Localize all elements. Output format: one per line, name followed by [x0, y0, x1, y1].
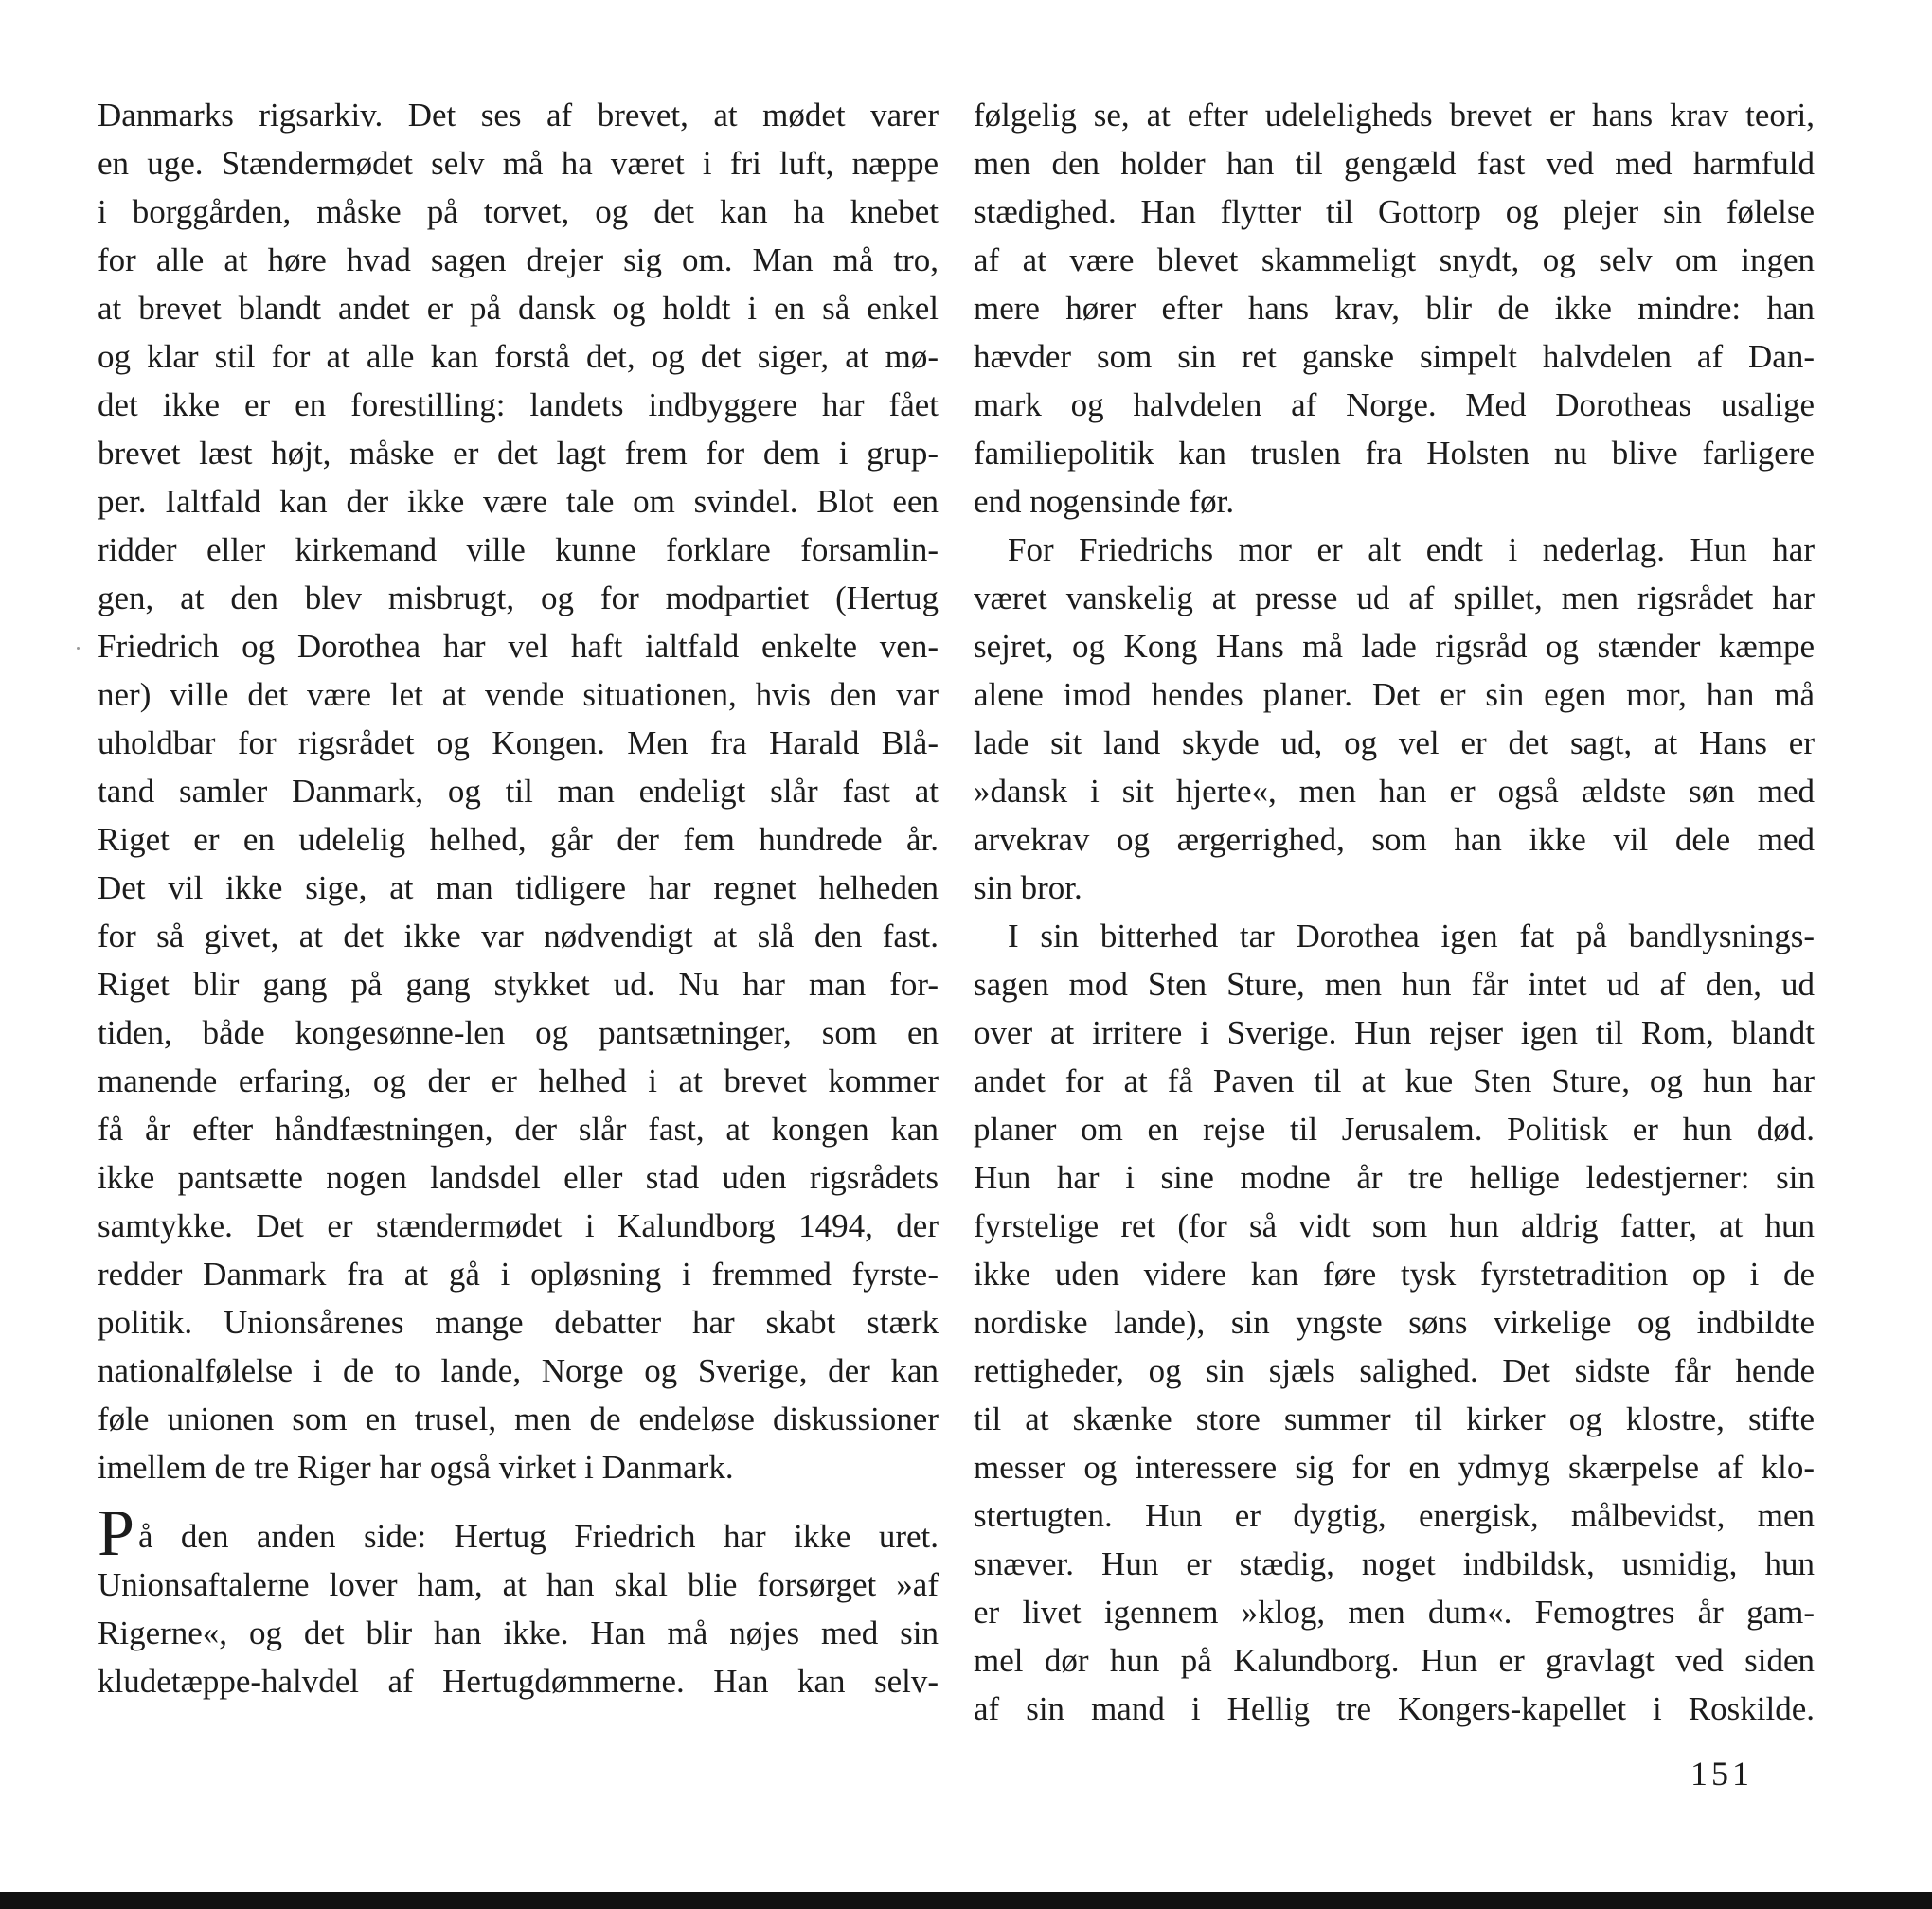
text-line: følgelig se, at efter udeleligheds brevet er hans krav teori, — [974, 97, 1815, 134]
text-line: nationalfølelse i de to lande, Norge og Sverige, der kan — [98, 1352, 939, 1389]
text-line: sagen mod Sten Sture, men hun får intet ud af den, ud — [974, 966, 1815, 1003]
text-line: at brevet blandt andet er på dansk og holdt i en så enkel — [98, 290, 939, 327]
text-line: fyrstelige ret (for så vidt som hun aldrig fatter, at hun — [974, 1207, 1815, 1244]
text-line: været vanskelig at presse ud af spillet, men rigsrådet har — [974, 580, 1815, 616]
text-line: mere hører efter hans krav, blir de ikke mindre: han — [974, 290, 1815, 327]
text-line: ner) ville det være let at vende situationen, hvis den var — [98, 676, 939, 713]
text-line: Hun har i sine modne år tre hellige ledestjerner: sin — [974, 1159, 1815, 1196]
page-number: 151 — [1690, 1755, 1753, 1793]
drop-initial: P — [98, 1512, 134, 1561]
text-line: og klar stil for at alle kan forstå det, og det siger, at mø- — [98, 338, 939, 375]
text-line: Unionsaftalerne lover ham, at han skal blie forsørget »af — [98, 1566, 939, 1603]
text-line: ikke uden videre kan føre tysk fyrstetradition op i de — [974, 1256, 1815, 1293]
text-line: Friedrich og Dorothea har vel haft ialtfald enkelte ven- — [98, 628, 939, 665]
text-line: men den holder han til gengæld fast ved med harmfuld — [974, 145, 1815, 182]
section-gap — [98, 1491, 939, 1512]
text-line: sin bror. — [974, 869, 1082, 906]
text-line: føle unionen som en trusel, men de endeløse diskussioner — [98, 1401, 939, 1437]
text-line: alene imod hendes planer. Det er sin egen mor, han må — [974, 676, 1815, 713]
text-line: familiepolitik kan truslen fra Holsten nu blive farligere — [974, 435, 1815, 472]
text-line: end nogensinde før. — [974, 483, 1235, 520]
text-line: I sin bitterhed tar Dorothea igen fat på bandlysnings- — [1008, 918, 1815, 954]
section-first-line — [98, 1512, 939, 1561]
text-line: nordiske lande), sin yngste søns virkelige og indbildte — [974, 1304, 1815, 1341]
text-line: for alle at høre hvad sagen drejer sig om. Man må tro, — [98, 241, 939, 278]
text-line: Rigerne«, og det blir han ikke. Han må nøjes med sin — [98, 1615, 939, 1651]
text-line: Riget er en udelelig helhed, går der fem hundrede år. — [98, 821, 939, 858]
text-line: Riget blir gang på gang stykket ud. Nu har man for- — [98, 966, 939, 1003]
text-line: mark og halvdelen af Norge. Med Dorotheas usalige — [974, 386, 1815, 423]
text-line: Danmarks rigsarkiv. Det ses af brevet, at mødet varer — [98, 97, 939, 134]
text-line: samtykke. Det er stændermødet i Kalundborg 1494, der — [98, 1207, 939, 1244]
text-line: redder Danmark fra at gå i opløsning i fremmed fyrste- — [98, 1256, 939, 1293]
text-line: ikke pantsætte nogen landsdel eller stad uden rigsrådets — [98, 1159, 939, 1196]
text-line: brevet læst højt, måske er det lagt frem for dem i grup- — [98, 435, 939, 472]
text-line: i borggården, måske på torvet, og det kan ha knebet — [98, 193, 939, 230]
text-line: for så givet, at det ikke var nødvendigt at slå den fast. — [98, 918, 939, 954]
text-line: lade sit land skyde ud, og vel er det sagt, at Hans er — [974, 724, 1815, 761]
right-column — [974, 91, 1815, 1733]
text-line: arvekrav og ærgerrighed, som han ikke vil dele med — [974, 821, 1815, 858]
text-line: til at skænke store summer til kirker og klostre, stifte — [974, 1401, 1815, 1437]
text-line: kludetæppe-halvdel af Hertugdømmerne. Han kan selv- — [98, 1663, 939, 1700]
text-line: rettigheder, og sin sjæls salighed. Det sidste får hende — [974, 1352, 1815, 1389]
text-line: af at være blevet skammeligt snydt, og selv om ingen — [974, 241, 1815, 278]
text-line: politik. Unionsårenes mange debatter har skabt stærk — [98, 1304, 939, 1341]
print-speck — [77, 647, 80, 650]
text-line: snæver. Hun er stædig, noget indbildsk, usmidig, hun — [974, 1545, 1815, 1582]
text-line: planer om en rejse til Jerusalem. Politisk er hun død. — [974, 1111, 1815, 1148]
text-line: tand samler Danmark, og til man endeligt slår fast at — [98, 773, 939, 810]
text-line: gen, at den blev misbrugt, og for modpartiet (Hertug — [98, 580, 939, 616]
section-first-line-text: å den anden side: Hertug Friedrich har ikke uret. — [137, 1518, 939, 1555]
text-line: sejret, og Kong Hans må lade rigsråd og stænder kæmpe — [974, 628, 1815, 665]
text-line: imellem de tre Riger har også virket i Danmark. — [98, 1449, 734, 1486]
page-bottom-edge — [0, 1892, 1932, 1909]
text-line: er livet igennem »klog, men dum«. Femogtres år gam- — [974, 1594, 1815, 1631]
left-column — [98, 91, 939, 1705]
text-line: over at irritere i Sverige. Hun rejser igen til Rom, blandt — [974, 1014, 1815, 1051]
text-line: mel dør hun på Kalundborg. Hun er gravlagt ved siden — [974, 1642, 1815, 1679]
text-line: manende erfaring, og der er helhed i at brevet kommer — [98, 1062, 939, 1099]
text-line: det ikke er en forestilling: landets indbyggere har fået — [98, 386, 939, 423]
text-line: en uge. Stændermødet selv må ha været i fri luft, næppe — [98, 145, 939, 182]
text-line: messer og interessere sig for en ydmyg skærpelse af klo- — [974, 1449, 1815, 1486]
text-line: Det vil ikke sige, at man tidligere har regnet helheden — [98, 869, 939, 906]
text-line: uholdbar for rigsrådet og Kongen. Men fra Harald Blå- — [98, 724, 939, 761]
text-line: hævder som sin ret ganske simpelt halvdelen af Dan- — [974, 338, 1815, 375]
text-line: af sin mand i Hellig tre Kongers-kapellet i Roskilde. — [974, 1690, 1815, 1727]
text-line: ridder eller kirkemand ville kunne forklare forsamlin- — [98, 531, 939, 568]
text-line: andet for at få Paven til at kue Sten Sture, og hun har — [974, 1062, 1815, 1099]
text-line: få år efter håndfæstningen, der slår fast, at kongen kan — [98, 1111, 939, 1148]
text-line: »dansk i sit hjerte«, men han er også ældste søn med — [974, 773, 1815, 810]
text-line: stædighed. Han flytter til Gottorp og plejer sin følelse — [974, 193, 1815, 230]
text-line: tiden, både kongesønne-len og pantsætninger, som en — [98, 1014, 939, 1051]
text-line: stertugten. Hun er dygtig, energisk, målbevidst, men — [974, 1497, 1815, 1534]
text-line: per. Ialtfald kan der ikke være tale om svindel. Blot een — [98, 483, 939, 520]
text-line: For Friedrichs mor er alt endt i nederlag. Hun har — [1008, 531, 1815, 568]
